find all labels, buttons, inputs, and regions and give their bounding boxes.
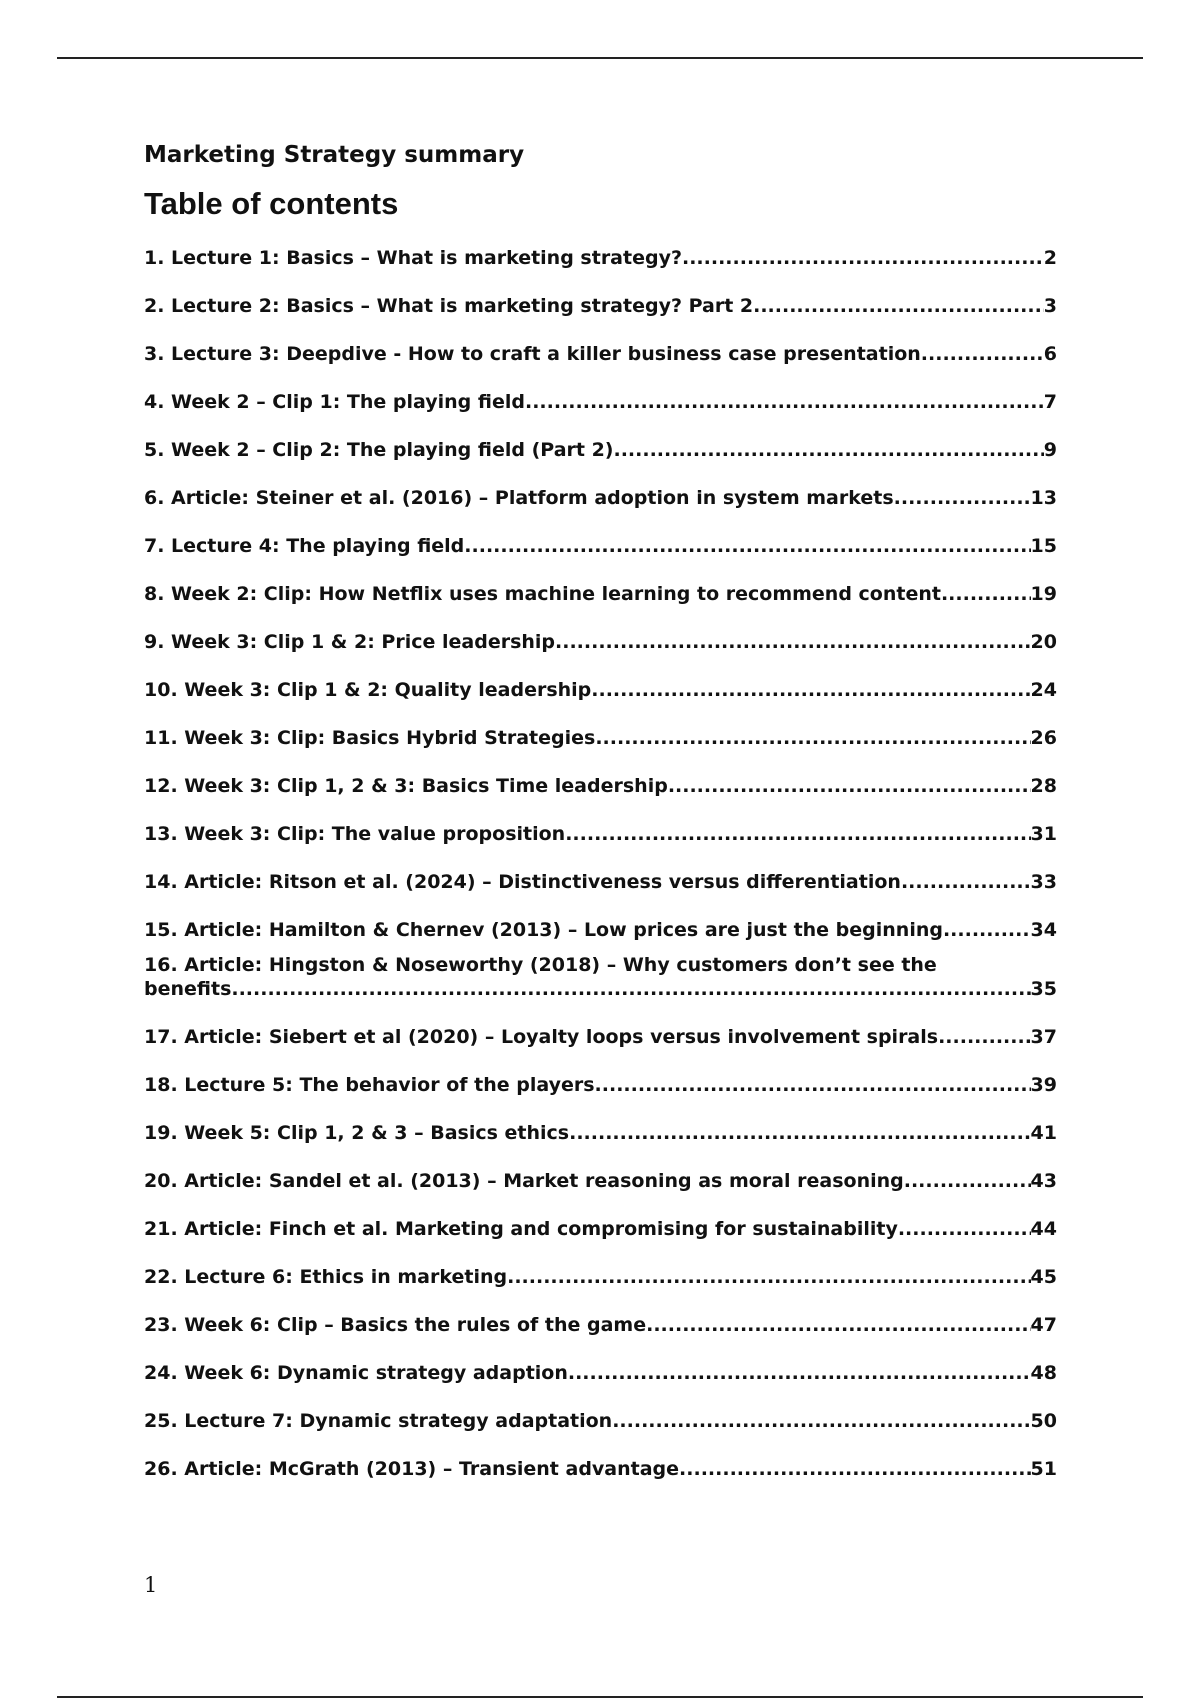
toc-entry-label: 11. Week 3: Clip: Basics Hybrid Strategies: [144, 727, 596, 749]
toc-dot-leader: [507, 1265, 1030, 1297]
toc-entry-page: 48: [1030, 1362, 1057, 1384]
toc-entry-label: 17. Article: Siebert et al (2020) – Loyalty loops versus involvement spirals: [144, 1026, 939, 1048]
toc-entry[interactable]: [144, 1153, 1057, 1201]
toc-entry-label: 15. Article: Hamilton & Chernev (2013) – Low prices are just the beginning: [144, 919, 943, 941]
toc-dot-leader: [938, 1025, 1030, 1057]
toc-entry[interactable]: [144, 1345, 1057, 1393]
toc-entry[interactable]: [144, 374, 1057, 422]
toc-entry-page: 34: [1030, 919, 1057, 941]
toc-entry-page: 37: [1030, 1026, 1057, 1048]
toc-entry-page: 6: [1043, 343, 1057, 365]
toc-entry-label: 8. Week 2: Clip: How Netflix uses machine learning to recommend content: [144, 583, 941, 605]
toc-dot-leader: [753, 294, 1044, 326]
toc-entry[interactable]: [144, 854, 1057, 902]
toc-entry[interactable]: [144, 326, 1057, 374]
toc-entry-label: 6. Article: Steiner et al. (2016) – Platform adoption in system markets: [144, 487, 894, 509]
toc-dot-leader: [525, 390, 1044, 422]
toc-entry-page: 3: [1043, 295, 1057, 317]
toc-dot-leader: [568, 1361, 1031, 1393]
toc-entry-second-line: [144, 977, 1057, 1009]
toc-entry-label: 19. Week 5: Clip 1, 2 & 3 – Basics ethics: [144, 1122, 570, 1144]
toc-entry-page: 31: [1030, 823, 1057, 845]
toc-entry-label: 3. Lecture 3: Deepdive - How to craft a killer business case presentation: [144, 343, 921, 365]
toc-dot-leader: [612, 1409, 1030, 1441]
toc-entry[interactable]: [144, 614, 1057, 662]
toc-entry[interactable]: [144, 806, 1057, 854]
toc-entry-page: 51: [1030, 1458, 1057, 1480]
toc-entry-page: 15: [1030, 535, 1057, 557]
toc-entry-label: 18. Lecture 5: The behavior of the players: [144, 1074, 595, 1096]
toc-dot-leader: [904, 1169, 1031, 1201]
toc-dot-leader: [943, 918, 1031, 950]
toc-dot-leader: [231, 977, 1030, 1009]
toc-entry[interactable]: [144, 1441, 1057, 1489]
toc-entry-page: 28: [1030, 775, 1057, 797]
toc-dot-leader: [646, 1313, 1030, 1345]
toc-dot-leader: [565, 822, 1030, 854]
toc-dot-leader: [668, 774, 1031, 806]
toc-entry-label: 14. Article: Ritson et al. (2024) – Distinctiveness versus differentiation: [144, 871, 901, 893]
toc-entry[interactable]: [144, 1393, 1057, 1441]
toc-entry[interactable]: [144, 566, 1057, 614]
toc-dot-leader: [682, 246, 1044, 278]
toc-entry-label: 9. Week 3: Clip 1 & 2: Price leadership: [144, 631, 556, 653]
toc-entry[interactable]: [144, 902, 1057, 950]
document-title: Marketing Strategy summary: [144, 142, 525, 168]
toc-entry-page: 47: [1030, 1314, 1057, 1336]
toc-entry-page: 45: [1030, 1266, 1057, 1288]
toc-entry-page: 44: [1030, 1218, 1057, 1240]
page-content: [144, 140, 1057, 1489]
toc-dot-leader: [595, 1073, 1031, 1105]
toc-entry-label: 16. Article: Hingston & Noseworthy (2018) – Why customers don’t see the: [144, 954, 937, 976]
toc-entry-label: 25. Lecture 7: Dynamic strategy adaptation: [144, 1410, 613, 1432]
toc-entry-label: 2. Lecture 2: Basics – What is marketing strategy? Part 2: [144, 295, 754, 317]
toc-entry[interactable]: [144, 230, 1057, 278]
toc-entry-page: 2: [1043, 247, 1057, 269]
toc-entry[interactable]: [144, 662, 1057, 710]
toc-entry-label: 20. Article: Sandel et al. (2013) – Market reasoning as moral reasoning: [144, 1170, 904, 1192]
header-rule: [57, 57, 1143, 59]
toc-entry-label: 13. Week 3: Clip: The value proposition: [144, 823, 566, 845]
toc-entry-page: 13: [1030, 487, 1057, 509]
toc-entry-page: 50: [1030, 1410, 1057, 1432]
toc-entry-label: 21. Article: Finch et al. Marketing and compromising for sustainability: [144, 1218, 898, 1240]
toc-entry-page: 20: [1030, 631, 1057, 653]
toc-entry-page: 35: [1030, 978, 1057, 1000]
toc-entry[interactable]: [144, 1057, 1057, 1105]
toc-entry[interactable]: [144, 1009, 1057, 1057]
toc-dot-leader: [569, 1121, 1030, 1153]
toc-list: [144, 230, 1057, 1489]
toc-entry-label: 1. Lecture 1: Basics – What is marketing strategy?: [144, 247, 682, 269]
toc-entry-label: 12. Week 3: Clip 1, 2 & 3: Basics Time leadership: [144, 775, 668, 797]
toc-entry[interactable]: [144, 950, 1057, 1009]
toc-entry[interactable]: [144, 1201, 1057, 1249]
toc-dot-leader: [941, 582, 1031, 614]
toc-entry-page: 39: [1030, 1074, 1057, 1096]
toc-heading: Table of contents: [144, 186, 399, 221]
toc-entry-label: 4. Week 2 – Clip 1: The playing field: [144, 391, 525, 413]
toc-dot-leader: [898, 1217, 1031, 1249]
toc-entry[interactable]: [144, 1249, 1057, 1297]
toc-entry-label: 24. Week 6: Dynamic strategy adaption: [144, 1362, 568, 1384]
footer-rule: [57, 1696, 1143, 1698]
toc-dot-leader: [614, 438, 1044, 470]
toc-entry[interactable]: [144, 710, 1057, 758]
page-number: 1: [144, 1573, 158, 1597]
toc-entry-page: 33: [1030, 871, 1057, 893]
toc-entry[interactable]: [144, 1297, 1057, 1345]
toc-dot-leader: [591, 678, 1030, 710]
toc-entry-page: 24: [1030, 679, 1057, 701]
toc-entry[interactable]: [144, 1105, 1057, 1153]
toc-entry-label: 23. Week 6: Clip – Basics the rules of the game: [144, 1314, 647, 1336]
toc-dot-leader: [679, 1457, 1031, 1489]
toc-dot-leader: [464, 534, 1030, 566]
toc-entry[interactable]: [144, 278, 1057, 326]
toc-entry[interactable]: [144, 518, 1057, 566]
toc-dot-leader: [921, 342, 1044, 374]
toc-entry-page: 43: [1030, 1170, 1057, 1192]
toc-entry[interactable]: [144, 758, 1057, 806]
toc-entry-page: 9: [1043, 439, 1057, 461]
toc-entry-page: 26: [1030, 727, 1057, 749]
toc-entry-label-continued: benefits: [144, 978, 232, 1000]
toc-entry-page: 41: [1030, 1122, 1057, 1144]
toc-entry-label: 22. Lecture 6: Ethics in marketing: [144, 1266, 508, 1288]
toc-entry-label: 10. Week 3: Clip 1 & 2: Quality leadership: [144, 679, 592, 701]
toc-entry-page: 19: [1030, 583, 1057, 605]
toc-dot-leader: [901, 870, 1031, 902]
toc-entry-page: 7: [1043, 391, 1057, 413]
toc-dot-leader: [595, 726, 1030, 758]
toc-entry[interactable]: [144, 422, 1057, 470]
toc-dot-leader: [894, 486, 1031, 518]
toc-dot-leader: [555, 630, 1031, 662]
toc-entry-label: 26. Article: McGrath (2013) – Transient advantage: [144, 1458, 680, 1480]
toc-entry-label: 7. Lecture 4: The playing field: [144, 535, 465, 557]
toc-entry[interactable]: [144, 470, 1057, 518]
toc-entry-label: 5. Week 2 – Clip 2: The playing field (Part 2): [144, 439, 614, 461]
